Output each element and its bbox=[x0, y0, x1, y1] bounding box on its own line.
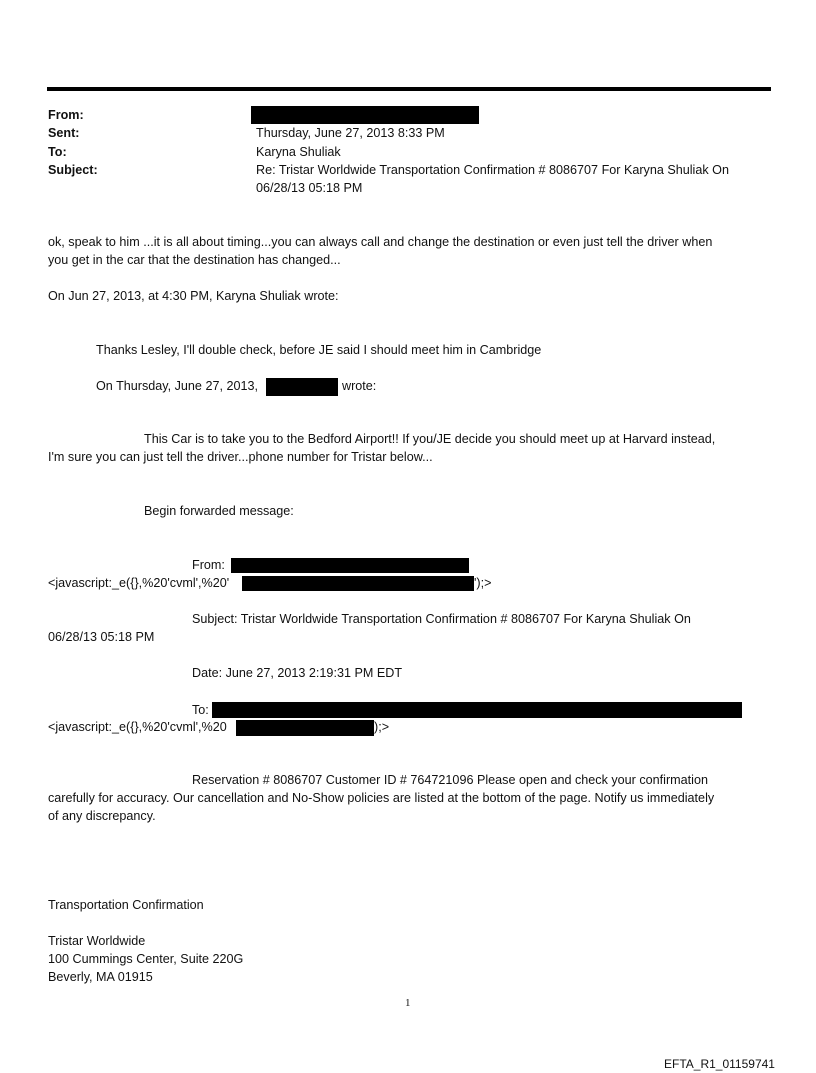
redaction-from bbox=[251, 106, 479, 124]
redaction-fwd-from-address bbox=[242, 576, 474, 591]
begin-forwarded: Begin forwarded message: bbox=[144, 504, 294, 518]
fwd-from-label: From: bbox=[192, 558, 225, 572]
fwd-subject-line-2: 06/28/13 05:18 PM bbox=[48, 630, 155, 644]
quote-intro: On Jun 27, 2013, at 4:30 PM, Karyna Shuliak wrote: bbox=[48, 289, 339, 303]
subject-value-line2: 06/28/13 05:18 PM bbox=[256, 181, 363, 195]
document-id: EFTA_R1_01159741 bbox=[664, 1057, 775, 1071]
thanks-line: Thanks Lesley, I'll double check, before JE said I should meet him in Cambridge bbox=[96, 343, 542, 357]
redaction-sender bbox=[266, 378, 338, 396]
redaction-fwd-to-address bbox=[236, 720, 374, 736]
js-link-suffix-2: );> bbox=[374, 720, 390, 734]
reservation-line-3: of any discrepancy. bbox=[48, 809, 156, 823]
redaction-fwd-from bbox=[231, 558, 469, 573]
subject-label: Subject: bbox=[48, 163, 98, 177]
reservation-line-2: carefully for accuracy. Our cancellation and No-Show policies are listed at the bottom of the page. Notify us immediately bbox=[48, 791, 715, 805]
on-thursday-text: On Thursday, June 27, 2013, bbox=[96, 379, 258, 393]
sent-label: Sent: bbox=[48, 126, 80, 140]
sent-value: Thursday, June 27, 2013 8:33 PM bbox=[256, 126, 445, 140]
page-number: 1 bbox=[405, 997, 411, 1009]
js-link-prefix-2: <javascript:_e({},%20'cvml',%20 bbox=[48, 720, 227, 734]
address-line-1: 100 Cummings Center, Suite 220G bbox=[48, 952, 244, 966]
to-value: Karyna Shuliak bbox=[256, 145, 341, 159]
address-line-2: Beverly, MA 01915 bbox=[48, 970, 153, 984]
wrote-text: wrote: bbox=[342, 379, 377, 393]
redaction-fwd-to bbox=[212, 702, 742, 718]
reply-line-1: ok, speak to him ...it is all about timing...you can always call and change the destination or even just tell the driver when bbox=[48, 235, 713, 249]
subject-value-line1: Re: Tristar Worldwide Transportation Confirmation # 8086707 For Karyna Shuliak On bbox=[256, 163, 729, 177]
car-line-1: This Car is to take you to the Bedford Airport!! If you/JE decide you should meet up at Harvard instead, bbox=[144, 432, 716, 446]
header-rule bbox=[47, 87, 771, 91]
car-line-2: I'm sure you can just tell the driver...phone number for Tristar below... bbox=[48, 450, 433, 464]
from-label: From: bbox=[48, 108, 84, 122]
transport-confirmation-heading: Transportation Confirmation bbox=[48, 898, 204, 912]
reservation-line-1: Reservation # 8086707 Customer ID # 764721096 Please open and check your confirmation bbox=[192, 773, 708, 787]
fwd-date: Date: June 27, 2013 2:19:31 PM EDT bbox=[192, 666, 403, 680]
fwd-to-label: To: bbox=[192, 703, 209, 717]
js-link-suffix-1: ');> bbox=[474, 576, 492, 590]
fwd-subject-line-1: Subject: Tristar Worldwide Transportation Confirmation # 8086707 For Karyna Shuliak On bbox=[192, 612, 691, 626]
js-link-prefix-1: <javascript:_e({},%20'cvml',%20' bbox=[48, 576, 230, 590]
to-label: To: bbox=[48, 145, 67, 159]
company-name: Tristar Worldwide bbox=[48, 934, 146, 948]
reply-line-2: you get in the car that the destination has changed... bbox=[48, 253, 341, 267]
